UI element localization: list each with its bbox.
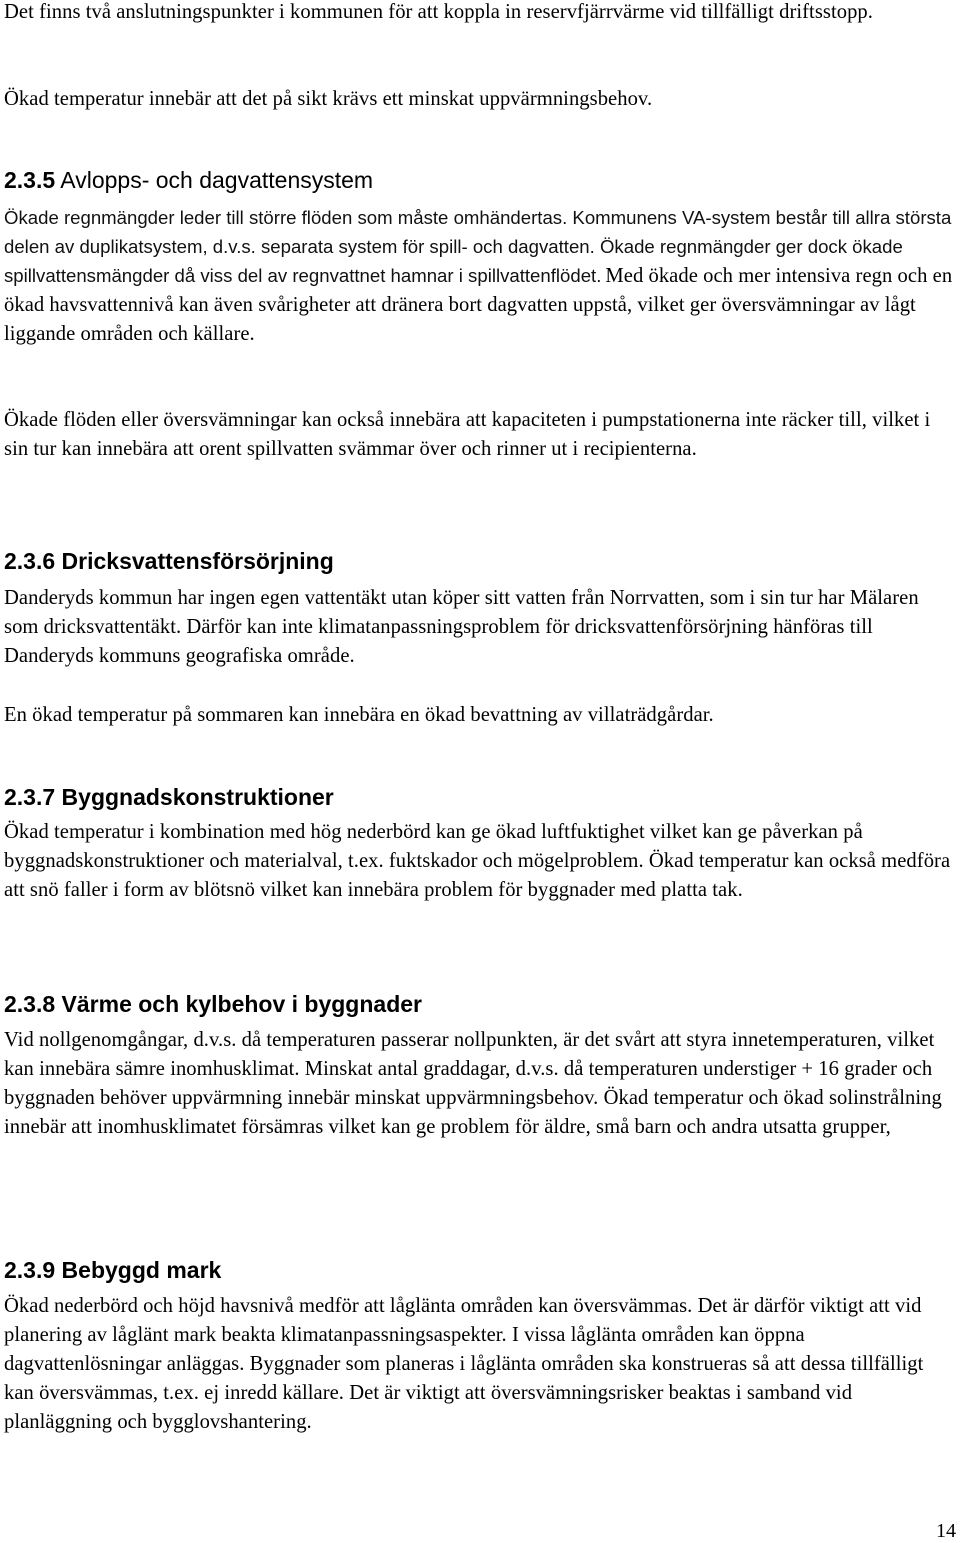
section-2-3-5-paragraph-2: Ökade flöden eller översvämningar kan också innebära att kapaciteten i pumpstationerna inte räcker till, vilket i sin tur kan innebära att orent spillvatten svämmar över och rinner ut i recipienterna.: [4, 409, 931, 460]
section-heading-2-3-8: 2.3.8 Värme och kylbehov i byggnader: [4, 991, 422, 1017]
section-2-3-6-paragraph-1: Danderyds kommun har ingen egen vattentäkt utan köper sitt vatten från Norrvatten, som i sin tur har Mälaren som dricksvattentäkt. Därför kan inte klimatanpassningsproblem för dricksvattenförsörjning hänföras till Danderyds kommuns geografiska område.: [4, 587, 919, 667]
section-heading-2-3-5: [4, 165, 958, 195]
section-2-3-7-paragraph-1: Ökad temperatur i kombination med hög nederbörd kan ge ökad luftfuktighet vilket kan ge påverkan på byggnadskonstruktioner och materialval, t.ex. fuktskador och mögelproblem. Ökad temperatur kan också medföra att snö faller i form av blötsnö vilket kan innebära problem för byggnader med platta tak.: [4, 821, 951, 901]
section-2-3-8-paragraph-1: Vid nollgenomgångar, d.v.s. då temperaturen passerar nollpunkten, är det svårt att styra innetemperaturen, vilket kan innebära sämre inomhusklimat. Minskat antal graddagar, d.v.s. då temperaturen understiger + 16 grader och byggnaden behöver uppvärmning innebär minskat uppvärmningsbehov. Ökad temperatur och ökad solinstrålning innebär att inomhusklimatet försämras vilket kan ge problem för äldre, små barn och andra utsatta grupper,: [4, 1029, 942, 1138]
section-2-3-5-paragraph-1: [4, 203, 958, 349]
section-2-3-5-serif-text: Med ökade och mer intensiva regn och en ökad havsvattennivå kan även svårigheter att dränera bort dagvatten uppstå, vilket ger översvämningar av lågt liggande områden och källare.: [4, 265, 953, 345]
section-title: Avlopps- och dagvattensystem: [60, 167, 374, 193]
section-2-3-6-paragraph-2: En ökad temperatur på sommaren kan innebära en ökad bevattning av villaträdgårdar.: [4, 704, 714, 726]
section-2-3-9-paragraph-1: Ökad nederbörd och höjd havsnivå medför att låglänta områden kan översvämmas. Det är därför viktigt att vid planering av låglänt mark beakta klimatanpassningsaspekter. I vissa låglänta områden kan öppna dagvattenlösningar anläggas. Byggnader som planeras i låglänta områden ska konstrueras så att dessa tillfälligt kan översvämmas, t.ex. ej inredd källare. Det är viktigt att översvämningsrisker beaktas i samband vid planläggning och bygglovshantering.: [4, 1295, 924, 1433]
section-heading-2-3-7: 2.3.7 Byggnadskonstruktioner: [4, 784, 334, 810]
section-number: 2.3.5: [4, 167, 56, 193]
section-heading-2-3-6: 2.3.6 Dricksvattensförsörjning: [4, 548, 334, 574]
section-heading-2-3-9: 2.3.9 Bebyggd mark: [4, 1257, 222, 1283]
page-number: 14: [936, 1520, 956, 1542]
section-2-3-5-sans-text: Ökade regnmängder leder till större flöden som måste omhändertas. Kommunens VA-system består till allra största delen av duplikatsystem, d.v.s. separata system för spill- och dagvatten. Ökade regnmängder ger dock ökade spillvattensmängder då viss del av regnvattnet hamnar i spillvattenflödet.: [4, 207, 952, 286]
intro-paragraph-2: Ökad temperatur innebär att det på sikt krävs ett minskat uppvärmningsbehov.: [4, 88, 653, 110]
intro-paragraph-1: Det finns två anslutningspunkter i kommunen för att koppla in reservfjärrvärme vid tillfälligt driftsstopp.: [4, 1, 873, 23]
